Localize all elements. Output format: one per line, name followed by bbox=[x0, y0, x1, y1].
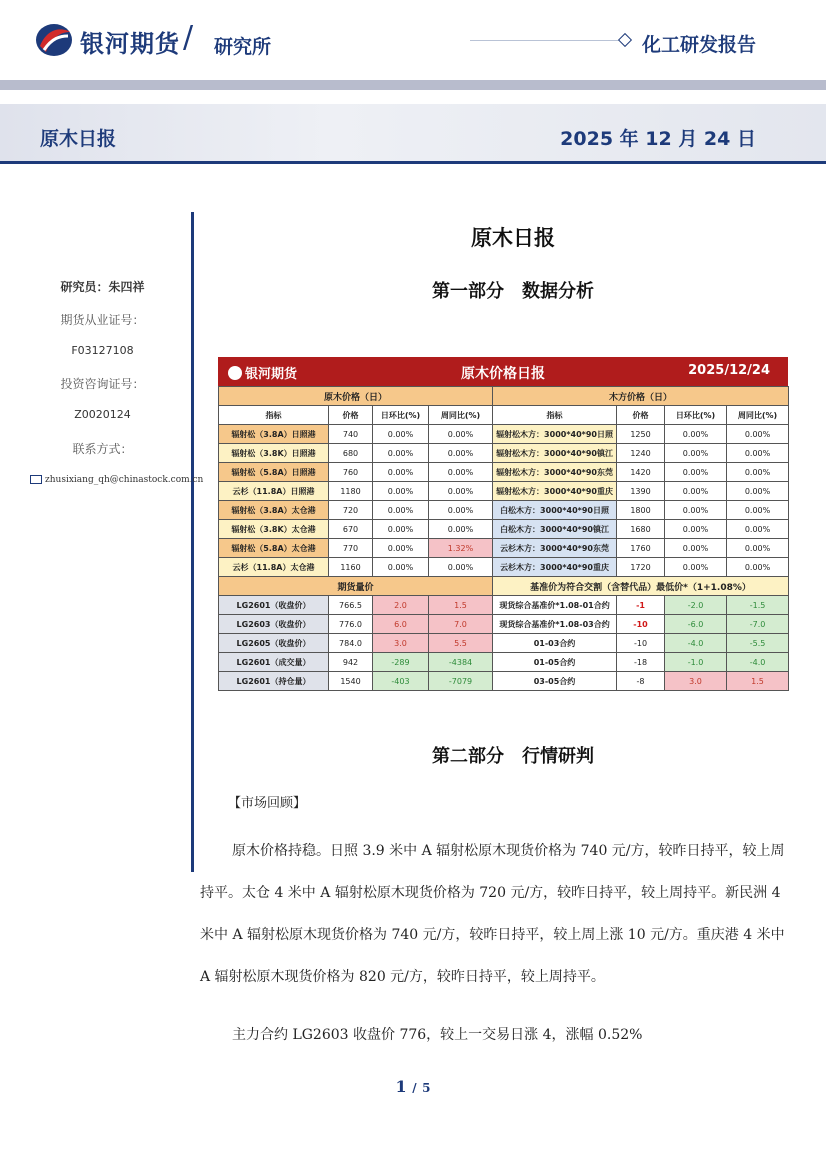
header-rule bbox=[470, 40, 620, 41]
basis-day-change: -1.0 bbox=[665, 653, 727, 672]
log-price: 1180 bbox=[329, 482, 373, 501]
futures-week-change: -4384 bbox=[429, 653, 493, 672]
lumber-price: 1800 bbox=[617, 501, 665, 520]
lumber-day-change: 0.00% bbox=[665, 444, 727, 463]
lumber-day-change: 0.00% bbox=[665, 558, 727, 577]
futures-indicator: LG2601（成交量） bbox=[219, 653, 329, 672]
basis-day-change: -4.0 bbox=[665, 634, 727, 653]
table-header bbox=[218, 357, 788, 386]
futures-day-change: 6.0 bbox=[373, 615, 429, 634]
lumber-indicator: 白松木方：3000*40*90日照 bbox=[493, 501, 617, 520]
basis-day-change: 3.0 bbox=[665, 672, 727, 691]
basis-section: 基准价为符合交割（含替代品）最低价*（1+1.08%） bbox=[493, 577, 789, 596]
lumber-price: 1250 bbox=[617, 425, 665, 444]
price-table bbox=[218, 357, 788, 691]
section-2-title: 第二部分 行情研判 bbox=[432, 746, 594, 767]
table-row bbox=[219, 615, 789, 634]
basis-week-change: -1.5 bbox=[727, 596, 789, 615]
lumber-day-change: 0.00% bbox=[665, 463, 727, 482]
galaxy-logo-icon bbox=[34, 22, 74, 58]
column-header: 价格 bbox=[329, 406, 373, 425]
log-price: 770 bbox=[329, 539, 373, 558]
lumber-price: 1420 bbox=[617, 463, 665, 482]
column-header: 指标 bbox=[493, 406, 617, 425]
document-title: 原木日报 bbox=[471, 226, 555, 250]
table-row bbox=[219, 596, 789, 615]
log-indicator: 云杉（11.8A）太仓港 bbox=[219, 558, 329, 577]
title-band-rule bbox=[0, 161, 826, 164]
basis-indicator: 现货综合基准价*1.08-03合约 bbox=[493, 615, 617, 634]
lumber-price: 1240 bbox=[617, 444, 665, 463]
log-day-change: 0.00% bbox=[373, 425, 429, 444]
futures-indicator: LG2601（持仓量） bbox=[219, 672, 329, 691]
basis-value: -10 bbox=[617, 634, 665, 653]
log-day-change: 0.00% bbox=[373, 501, 429, 520]
basis-value: -10 bbox=[617, 615, 665, 634]
log-indicator: 辐射松（3.8K）太仓港 bbox=[219, 520, 329, 539]
log-day-change: 0.00% bbox=[373, 482, 429, 501]
lumber-indicator: 白松木方：3000*40*90镇江 bbox=[493, 520, 617, 539]
log-price: 670 bbox=[329, 520, 373, 539]
log-price: 760 bbox=[329, 463, 373, 482]
table-row bbox=[219, 482, 789, 501]
email-text[interactable]: zhusixiang_qh@chinastock.com.cn bbox=[45, 475, 204, 485]
lumber-week-change: 0.00% bbox=[727, 463, 789, 482]
brand-divider: / bbox=[183, 20, 194, 55]
futures-week-change: 1.5 bbox=[429, 596, 493, 615]
basis-week-change: -5.5 bbox=[727, 634, 789, 653]
log-day-change: 0.00% bbox=[373, 520, 429, 539]
lumber-indicator: 辐射松木方：3000*40*90重庆 bbox=[493, 482, 617, 501]
brand-name: 银河期货 bbox=[80, 30, 180, 58]
table-date: 2025/12/24 bbox=[688, 363, 770, 378]
futures-day-change: 3.0 bbox=[373, 634, 429, 653]
column-header: 价格 bbox=[617, 406, 665, 425]
table-row bbox=[219, 463, 789, 482]
basis-indicator: 01-03合约 bbox=[493, 634, 617, 653]
market-review-paragraph: 原木价格持稳。日照 3.9 米中 A 辐射松原木现货价格为 740 元/方，较昨日持平，较上周持平。太仓 4 米中 A 辐射松原木现货价格为 720 元/方，较昨日持平，较上周持平。新民洲 4 米中 A 辐射松原木现货价格为 740 元/方，较昨日持平，较上周上涨 10 元/方。重庆港 4 米中 A 辐射松原木现货价格为 820 元/方，较昨日持平，较上周持平。 bbox=[200, 843, 785, 985]
futures-value: 1540 bbox=[329, 672, 373, 691]
log-day-change: 0.00% bbox=[373, 539, 429, 558]
table-row bbox=[219, 444, 789, 463]
lumber-price: 1390 bbox=[617, 482, 665, 501]
log-week-change: 0.00% bbox=[429, 444, 493, 463]
futures-section: 期货量价 bbox=[219, 577, 493, 596]
lumber-price: 1760 bbox=[617, 539, 665, 558]
license-label: 期货从业证号： bbox=[60, 313, 145, 327]
futures-value: 784.0 bbox=[329, 634, 373, 653]
log-indicator: 辐射松（5.8A）日照港 bbox=[219, 463, 329, 482]
lumber-week-change: 0.00% bbox=[727, 444, 789, 463]
log-week-change: 0.00% bbox=[429, 558, 493, 577]
basis-day-change: -2.0 bbox=[665, 596, 727, 615]
futures-value: 942 bbox=[329, 653, 373, 672]
basis-value: -8 bbox=[617, 672, 665, 691]
lumber-indicator: 辐射松木方：3000*40*90镇江 bbox=[493, 444, 617, 463]
lumber-week-change: 0.00% bbox=[727, 539, 789, 558]
lumber-week-change: 0.00% bbox=[727, 482, 789, 501]
log-indicator: 云杉（11.8A）日照港 bbox=[219, 482, 329, 501]
futures-indicator: LG2603（收盘价） bbox=[219, 615, 329, 634]
basis-week-change: 1.5 bbox=[727, 672, 789, 691]
lumber-price: 1720 bbox=[617, 558, 665, 577]
log-price-section: 原木价格（日） bbox=[219, 387, 493, 406]
log-week-change: 0.00% bbox=[429, 482, 493, 501]
basis-indicator: 01-05合约 bbox=[493, 653, 617, 672]
log-week-change: 0.00% bbox=[429, 520, 493, 539]
futures-indicator: LG2605（收盘价） bbox=[219, 634, 329, 653]
license-value: F03127108 bbox=[71, 344, 134, 357]
page-number bbox=[0, 1077, 826, 1096]
column-header: 日环比(%) bbox=[373, 406, 429, 425]
report-type: 化工研发报告 bbox=[642, 34, 757, 56]
lumber-day-change: 0.00% bbox=[665, 482, 727, 501]
table-section-row bbox=[219, 387, 789, 406]
basis-indicator: 03-05合约 bbox=[493, 672, 617, 691]
lumber-week-change: 0.00% bbox=[727, 501, 789, 520]
log-indicator: 辐射松（3.8A）太仓港 bbox=[219, 501, 329, 520]
log-price: 1160 bbox=[329, 558, 373, 577]
column-header: 指标 bbox=[219, 406, 329, 425]
futures-indicator: LG2601（收盘价） bbox=[219, 596, 329, 615]
table-row bbox=[219, 558, 789, 577]
table-row bbox=[219, 653, 789, 672]
futures-week-change: 5.5 bbox=[429, 634, 493, 653]
log-price: 680 bbox=[329, 444, 373, 463]
futures-value: 766.5 bbox=[329, 596, 373, 615]
log-week-change: 0.00% bbox=[429, 501, 493, 520]
consult-label: 投资咨询证号： bbox=[60, 377, 145, 391]
log-price: 720 bbox=[329, 501, 373, 520]
table-row bbox=[219, 425, 789, 444]
lumber-day-change: 0.00% bbox=[665, 520, 727, 539]
log-day-change: 0.00% bbox=[373, 558, 429, 577]
log-indicator: 辐射松（5.8A）太仓港 bbox=[219, 539, 329, 558]
futures-day-change: 2.0 bbox=[373, 596, 429, 615]
log-week-change: 1.32% bbox=[429, 539, 493, 558]
main-contract-paragraph: 主力合约 LG2603 收盘价 776，较上一交易日涨 4，涨幅 0.52% bbox=[232, 1027, 643, 1043]
table-row bbox=[219, 539, 789, 558]
table-row bbox=[219, 634, 789, 653]
lumber-day-change: 0.00% bbox=[665, 539, 727, 558]
price-grid bbox=[218, 386, 789, 691]
lumber-indicator: 辐射松木方：3000*40*90日照 bbox=[493, 425, 617, 444]
header-band bbox=[0, 80, 826, 90]
galaxy-logo-icon bbox=[228, 366, 242, 380]
futures-value: 776.0 bbox=[329, 615, 373, 634]
lumber-price-section: 木方价格（日） bbox=[493, 387, 789, 406]
market-review-label: 【市场回顾】 bbox=[228, 796, 307, 811]
lumber-week-change: 0.00% bbox=[727, 558, 789, 577]
table-row bbox=[219, 501, 789, 520]
lumber-indicator: 辐射松木方：3000*40*90东莞 bbox=[493, 463, 617, 482]
log-week-change: 0.00% bbox=[429, 425, 493, 444]
basis-value: -18 bbox=[617, 653, 665, 672]
lumber-week-change: 0.00% bbox=[727, 425, 789, 444]
column-header: 日环比(%) bbox=[665, 406, 727, 425]
table-title: 原木价格日报 bbox=[461, 366, 545, 382]
table-column-header-row bbox=[219, 406, 789, 425]
log-day-change: 0.00% bbox=[373, 463, 429, 482]
table-section-row bbox=[219, 577, 789, 596]
institute-name: 研究所 bbox=[214, 36, 272, 58]
table-row bbox=[219, 672, 789, 691]
mail-icon bbox=[30, 475, 42, 484]
log-indicator: 辐射松（3.8A）日照港 bbox=[219, 425, 329, 444]
lumber-day-change: 0.00% bbox=[665, 425, 727, 444]
report-header bbox=[0, 0, 826, 80]
log-week-change: 0.00% bbox=[429, 463, 493, 482]
section-1-title: 第一部分 数据分析 bbox=[432, 281, 594, 302]
report-date: 2025 年 12 月 24 日 bbox=[560, 128, 756, 150]
log-indicator: 辐射松（3.8K）日照港 bbox=[219, 444, 329, 463]
basis-value: -1 bbox=[617, 596, 665, 615]
lumber-price: 1680 bbox=[617, 520, 665, 539]
author: 研究员：朱四祥 bbox=[60, 280, 145, 294]
column-header: 周同比(%) bbox=[429, 406, 493, 425]
futures-day-change: -289 bbox=[373, 653, 429, 672]
table-logo-text: 银河期货 bbox=[245, 367, 298, 382]
contact-email[interactable] bbox=[30, 475, 203, 485]
futures-week-change: 7.0 bbox=[429, 615, 493, 634]
table-logo bbox=[228, 363, 297, 382]
basis-indicator: 现货综合基准价*1.08-01合约 bbox=[493, 596, 617, 615]
log-day-change: 0.00% bbox=[373, 444, 429, 463]
futures-day-change: -403 bbox=[373, 672, 429, 691]
basis-day-change: -6.0 bbox=[665, 615, 727, 634]
futures-week-change: -7079 bbox=[429, 672, 493, 691]
column-header: 周同比(%) bbox=[727, 406, 789, 425]
band-title: 原木日报 bbox=[40, 128, 117, 150]
sidebar-divider bbox=[191, 212, 194, 872]
lumber-week-change: 0.00% bbox=[727, 520, 789, 539]
page-sep: / bbox=[412, 1081, 417, 1095]
page-current: 1 bbox=[395, 1077, 407, 1096]
log-price: 740 bbox=[329, 425, 373, 444]
diamond-icon bbox=[618, 33, 632, 47]
table-row bbox=[219, 520, 789, 539]
lumber-day-change: 0.00% bbox=[665, 501, 727, 520]
lumber-indicator: 云杉木方：3000*40*90东莞 bbox=[493, 539, 617, 558]
contact-label: 联系方式： bbox=[72, 442, 133, 456]
consult-value: Z0020124 bbox=[74, 408, 131, 421]
lumber-indicator: 云杉木方：3000*40*90重庆 bbox=[493, 558, 617, 577]
basis-week-change: -4.0 bbox=[727, 653, 789, 672]
basis-week-change: -7.0 bbox=[727, 615, 789, 634]
page-total: 5 bbox=[422, 1081, 431, 1095]
